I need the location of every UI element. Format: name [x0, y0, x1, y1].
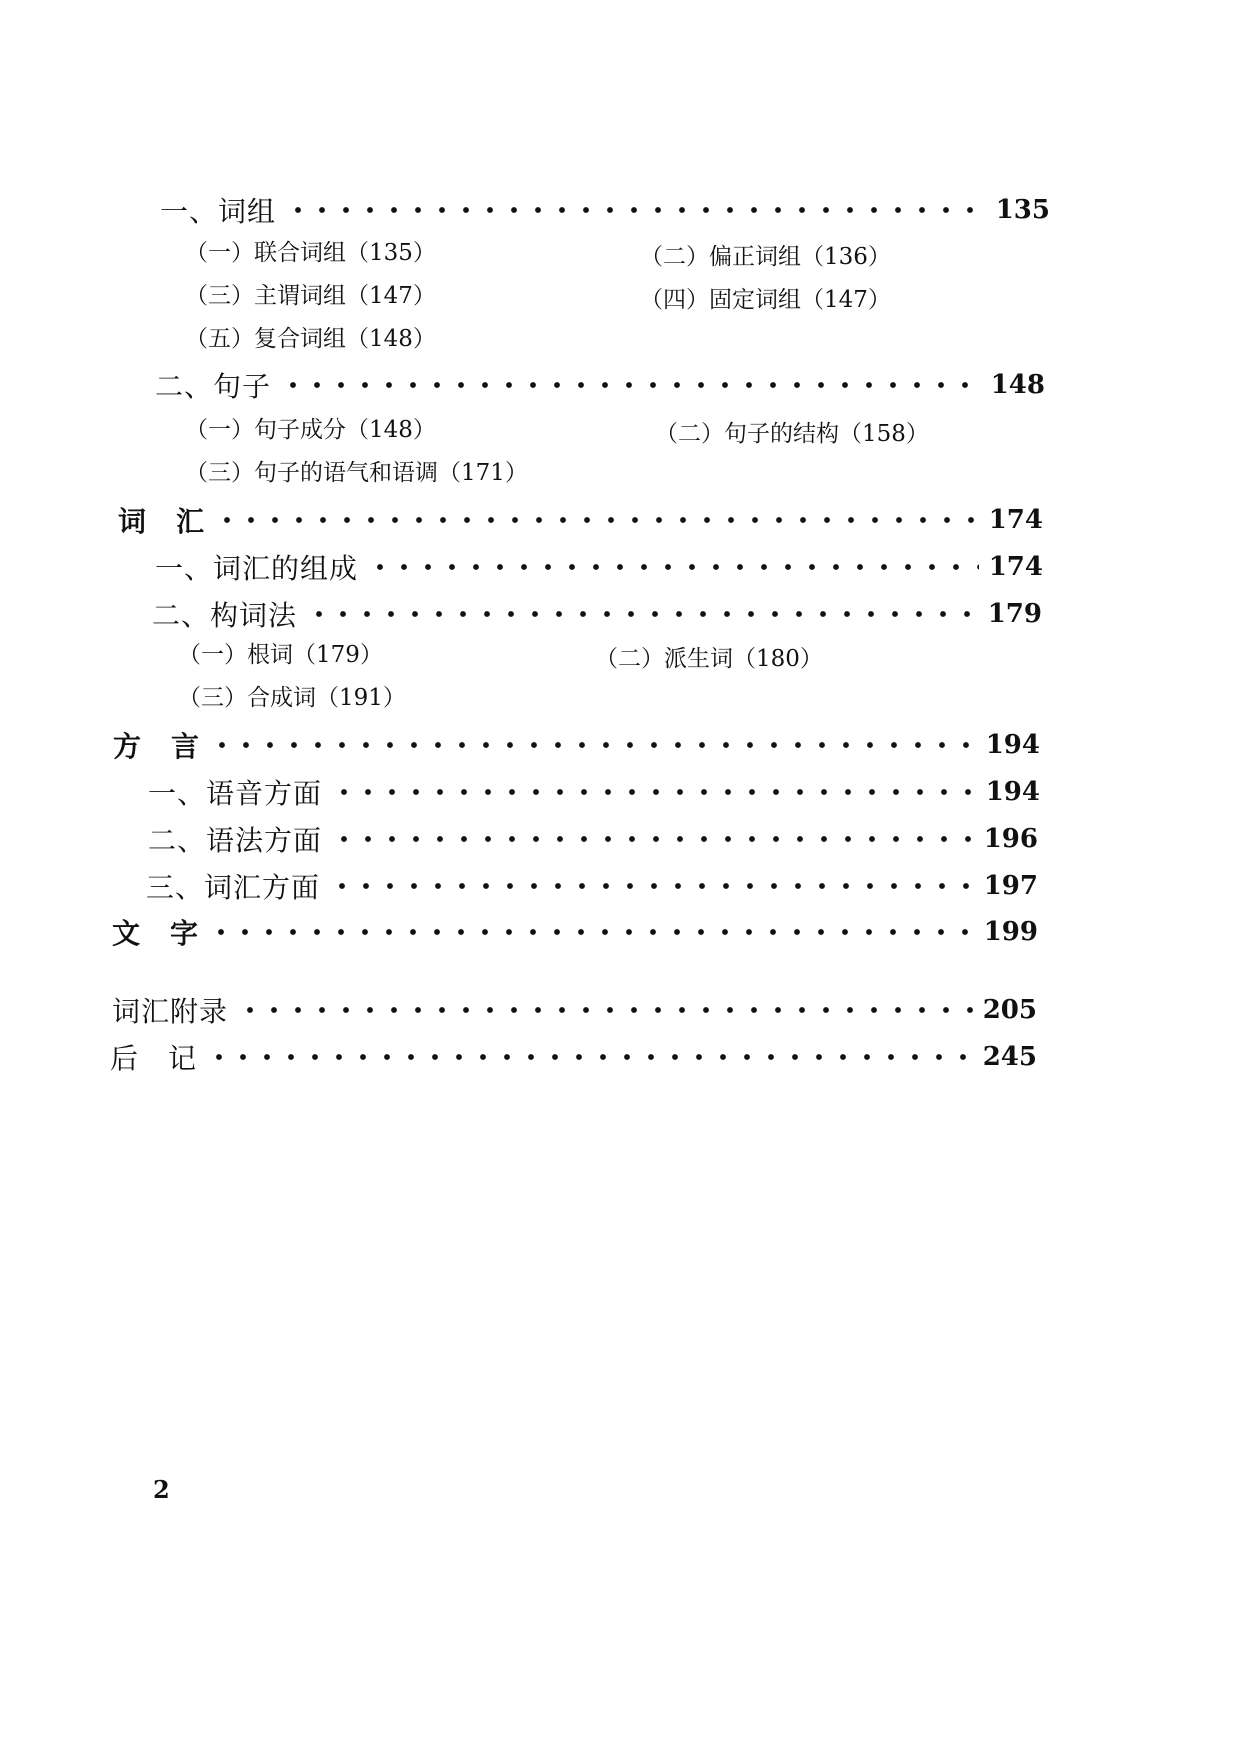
- toc-page-number: 135: [995, 195, 1050, 225]
- dot-leader: [238, 1004, 973, 1016]
- dot-leader: [281, 379, 981, 391]
- toc-title: 二、句子: [155, 370, 272, 403]
- toc-entry-houji[interactable]: [110, 1037, 1037, 1077]
- toc-entry-yuyin[interactable]: [148, 772, 1040, 812]
- toc-subentry-cizu-3[interactable]: （三）主谓词组（147）: [185, 283, 436, 309]
- toc-entry-gouci[interactable]: [152, 594, 1042, 634]
- dot-leader: [307, 608, 978, 620]
- dot-leader: [332, 833, 974, 845]
- toc-title: 二、语法方面: [148, 824, 323, 857]
- page-number: 2: [153, 1475, 170, 1504]
- toc-subentry-cizu-4[interactable]: （四）固定词组（147）: [640, 287, 891, 313]
- toc-page-number: 196: [983, 824, 1038, 854]
- toc-page-number: 194: [985, 730, 1040, 760]
- toc-subentry-juzi-2[interactable]: （二）句子的结构（158）: [655, 421, 929, 447]
- dot-leader: [215, 514, 979, 526]
- toc-section-cihui[interactable]: [118, 500, 1043, 540]
- toc-page-number: 174: [988, 552, 1043, 582]
- dot-leader: [207, 1051, 973, 1063]
- dot-leader: [286, 204, 986, 216]
- toc-title: 一、词汇的组成: [155, 552, 359, 585]
- toc-title: 方 言: [113, 730, 201, 763]
- toc-subentry-juzi-1[interactable]: （一）句子成分（148）: [185, 417, 436, 443]
- toc-subentry-cizu-1[interactable]: （一）联合词组（135）: [185, 240, 436, 266]
- toc-subentry-gouci-1[interactable]: （一）根词（179）: [178, 642, 383, 668]
- toc-entry-cihui-fangmian[interactable]: [146, 866, 1038, 906]
- toc-page-number: 174: [988, 505, 1043, 535]
- toc-page-number: 179: [987, 599, 1042, 629]
- toc-title: 一、语音方面: [148, 777, 323, 810]
- dot-leader: [209, 926, 974, 938]
- toc-entry-fulu[interactable]: [112, 990, 1037, 1030]
- toc-section-fangyan[interactable]: [113, 725, 1040, 765]
- toc-page-number: 205: [982, 995, 1037, 1025]
- toc-title: 词汇附录: [112, 995, 229, 1028]
- dot-leader: [368, 561, 979, 573]
- toc-title: 二、构词法: [152, 599, 298, 632]
- toc-section-wenzi[interactable]: [112, 912, 1038, 952]
- toc-entry-yufa[interactable]: [148, 819, 1038, 859]
- toc-entry-cizu[interactable]: [160, 190, 1050, 230]
- toc-page-number: 245: [982, 1042, 1037, 1072]
- toc-subentry-gouci-3[interactable]: （三）合成词（191）: [178, 685, 406, 711]
- toc-page-number: 194: [985, 777, 1040, 807]
- toc-title: 后 记: [110, 1042, 198, 1075]
- toc-title: 一、词组: [160, 195, 277, 228]
- toc-subentry-gouci-2[interactable]: （二）派生词（180）: [595, 646, 823, 672]
- dot-leader: [210, 739, 976, 751]
- toc-subentry-juzi-3[interactable]: （三）句子的语气和语调（171）: [185, 460, 528, 486]
- toc-title: 三、词汇方面: [146, 871, 321, 904]
- toc-title: 文 字: [112, 917, 200, 950]
- toc-page-number: 148: [990, 370, 1045, 400]
- toc-page-number: 197: [983, 871, 1038, 901]
- toc-subentry-cizu-5[interactable]: （五）复合词组（148）: [185, 326, 436, 352]
- toc-subentry-cizu-2[interactable]: （二）偏正词组（136）: [640, 244, 891, 270]
- toc-title: 词 汇: [118, 505, 206, 538]
- dot-leader: [330, 880, 974, 892]
- dot-leader: [332, 786, 976, 798]
- toc-page-number: 199: [983, 917, 1038, 947]
- toc-entry-juzi[interactable]: [155, 365, 1045, 405]
- toc-entry-cihui-zucheng[interactable]: [155, 547, 1043, 587]
